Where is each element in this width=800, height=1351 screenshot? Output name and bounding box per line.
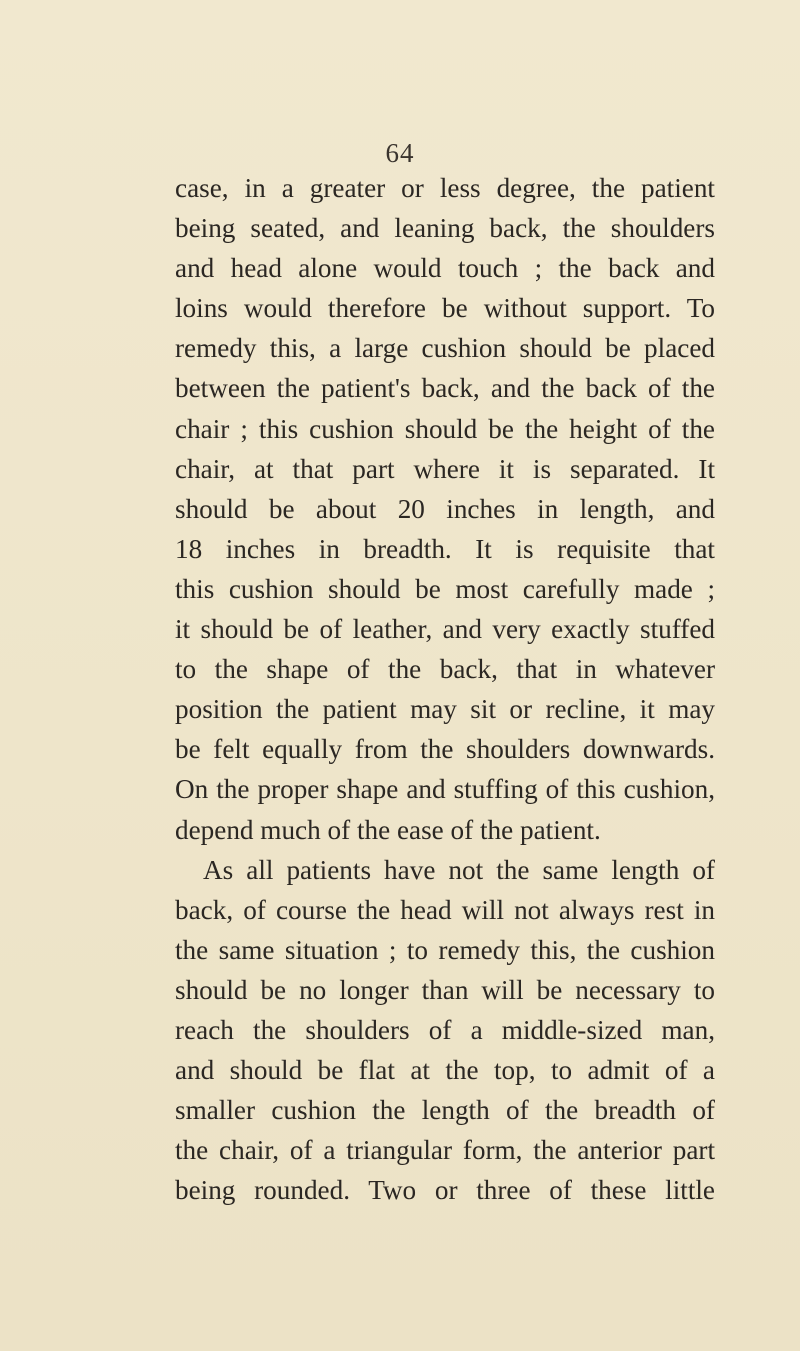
body-text (175, 168, 715, 1210)
text-line: and should be flat at the top, to admit of a (175, 1055, 715, 1086)
text-line: smaller cushion the length of the breadth of (175, 1095, 715, 1126)
text-line: the chair, of a triangular form, the anterior part (175, 1135, 715, 1166)
text-line: and head alone would touch ; the back and (175, 253, 715, 284)
text-line: chair ; this cushion should be the height of the (175, 413, 715, 444)
text-line: being rounded. Two or three of these little (175, 1175, 715, 1206)
text-line: should be about 20 inches in length, and (175, 493, 715, 524)
text-line: depend much of the ease of the patient. (175, 814, 601, 845)
text-line: to the shape of the back, that in whatever (175, 654, 715, 685)
text-line: case, in a greater or less degree, the patient (175, 173, 715, 203)
text-line: remedy this, a large cushion should be placed (175, 333, 715, 364)
text-line: this cushion should be most carefully made ; (175, 573, 715, 604)
text-line: should be no longer than will be necessary to (175, 974, 715, 1005)
page-number: 64 (385, 138, 415, 168)
text-line: As all patients have not the same length of (203, 854, 715, 885)
text-line: loins would therefore be without support. To (175, 293, 715, 324)
text-line: chair, at that part where it is separated. It (175, 453, 715, 484)
text-line: reach the shoulders of a middle-sized man, (175, 1014, 715, 1045)
text-line: being seated, and leaning back, the shoulders (175, 213, 715, 244)
text-line: the same situation ; to remedy this, the cushion (175, 934, 715, 965)
text-line: back, of course the head will not always rest in (175, 894, 715, 925)
text-line: be felt equally from the shoulders downwards. (175, 734, 715, 765)
text-line: On the proper shape and stuffing of this cushion, (175, 774, 715, 805)
text-line: it should be of leather, and very exactly stuffed (175, 614, 715, 645)
text-line: between the patient's back, and the back of the (175, 373, 715, 404)
text-line: position the patient may sit or recline, it may (175, 694, 715, 725)
text-line: 18 inches in breadth. It is requisite that (175, 533, 715, 564)
